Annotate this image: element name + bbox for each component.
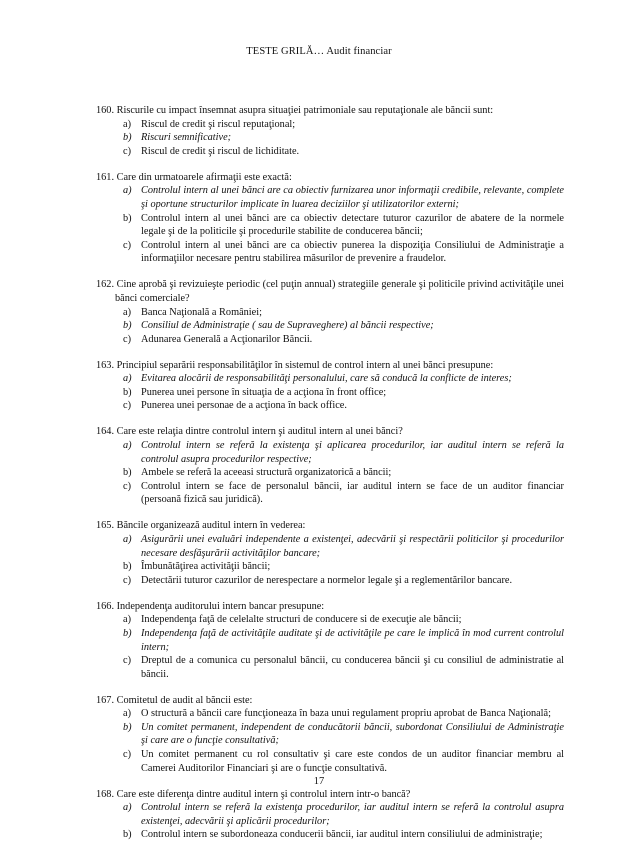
answer-option (96, 118, 564, 132)
option-text: O structură a băncii care funcţioneaza în baza unui regulament propriu aprobat de Banca Naţională; (141, 708, 551, 720)
option-text: Controlul intern se face de personalul băncii, iar auditul intern se face de un auditor financiar (persoană fizică sau juridică). (141, 480, 564, 506)
answer-option (96, 721, 564, 748)
answer-option (96, 372, 564, 386)
option-text: Asigurării unei evaluări independente a existenţei, adecvării şi respectării politicilor şi procedurilor necesare desfăşurării activităţilor bancare; (141, 533, 564, 559)
option-text: Controlul intern al unei bănci are ca obiectiv detectare tuturor cazurilor de abatere de la normele legale şi de la politicile şi procedurile stabilite de conducerea băncii; (141, 212, 564, 238)
option-text: Controlul intern se referă la existenţa procedurilor, iar auditul intern se referă la controlul asupra existenţei, adecvării şi aplicării procedurilor; (141, 802, 564, 827)
question-block (96, 694, 564, 776)
page-header: TESTE GRILĂ… Audit financiar (246, 46, 392, 57)
option-text: Banca Naţională a României; (141, 306, 262, 318)
answer-option (96, 533, 564, 560)
question-block (96, 600, 564, 682)
question-block (96, 788, 564, 842)
answer-option (96, 386, 564, 400)
answer-option (96, 184, 564, 211)
option-letter: b) (123, 561, 132, 573)
answer-option (96, 654, 564, 681)
option-letter: c) (123, 655, 131, 667)
answer-option (96, 239, 564, 266)
option-text: Controlul intern se referă la existenţa şi aplicarea procedurilor, iar auditul intern se referă la controlul asupra procedurilor respective; (141, 440, 564, 465)
option-letter: a) (123, 802, 132, 814)
option-text: Îmbunătăţirea activităţii băncii; (141, 561, 271, 573)
option-letter: c) (123, 400, 131, 412)
answer-option (96, 707, 564, 721)
option-letter: c) (123, 333, 131, 345)
answer-option (96, 828, 564, 842)
answer-option (96, 574, 564, 588)
option-text: Punerea unei personae de a acţiona în back office. (141, 400, 347, 412)
answer-option (96, 333, 564, 347)
question-block (96, 519, 564, 587)
question-text: 160. Riscurile cu impact însemnat asupra situaţiei patrimoniale sau reputaţionale ale băncii sunt: (96, 105, 494, 116)
option-text: Independenţa faţă de celelalte structuri de conducere si de execuţie ale băncii; (141, 614, 462, 626)
option-text: Independenţa faţă de activităţile auditate şi de activităţile pe care le implică în mod current controlul intern; (141, 627, 564, 653)
option-letter: b) (123, 320, 132, 332)
option-letter: a) (123, 708, 131, 720)
question-block (96, 425, 564, 507)
option-letter: b) (123, 627, 132, 639)
option-letter: b) (123, 829, 132, 841)
option-letter: c) (123, 480, 131, 492)
question-text: 162. Cine aprobă şi revizuieşte periodic (cel puţin annual) strategiile generale şi politicile privind activităţile unei bănci comerciale? (96, 279, 564, 304)
answer-option (96, 306, 564, 320)
option-letter: a) (123, 185, 132, 197)
option-letter: c) (123, 574, 131, 586)
question-text: 167. Comitetul de audit al băncii este: (96, 694, 253, 706)
option-letter: b) (123, 467, 132, 479)
option-text: Dreptul de a comunica cu personalul băncii, cu conducerea băncii şi cu consiliul de administratie al băncii. (141, 655, 564, 680)
option-text: Adunarea Generală a Acţionarilor Băncii. (141, 333, 313, 345)
option-letter: a) (123, 440, 132, 452)
option-text: Un comitet permanent cu rol consultativ şi care este condos de un auditor financiar membru al Camerei Auditorilor Financiari şi are o funcţie consultativă. (141, 749, 564, 774)
option-letter: b) (123, 132, 132, 144)
page-number: 17 (313, 776, 325, 787)
question-text: 166. Independenţa auditorului intern bancar presupune: (96, 600, 325, 612)
option-letter: a) (123, 306, 131, 318)
option-text: Riscuri semnificative; (141, 132, 232, 144)
option-text: Evitarea alocării de responsabilităţi personalului, care să conducă la conflicte de interes; (141, 373, 512, 385)
answer-option (96, 145, 564, 159)
option-letter: c) (123, 239, 131, 251)
question-text: 164. Care este relaţia dintre controlul intern şi auditul intern al unei bănci? (96, 426, 403, 438)
answer-option (96, 560, 564, 574)
option-text: Controlul intern al unei bănci are ca obiectiv punerea la dispoziţia Consiliului de Administraţie a informaţiilor necesare pentru stabilirea măsurilor de prevenire a fraudelor. (141, 239, 564, 265)
answer-option (96, 319, 564, 333)
option-letter: a) (123, 373, 132, 385)
question-block (96, 171, 564, 266)
option-text: Controlul intern se subordoneaza conducerii băncii, iar auditul intern consiliului de administraţie; (141, 829, 543, 841)
option-letter: a) (123, 118, 131, 130)
answer-option (96, 131, 564, 145)
question-text: 165. Băncile organizează auditul intern în vederea: (96, 520, 306, 532)
answer-option (96, 748, 564, 775)
answer-option (96, 439, 564, 466)
option-text: Un comitet permanent, independent de conducătorii băncii, subordonat Consiliului de Administraţie şi care are o funcţie consultativă; (141, 721, 564, 747)
answer-option (96, 466, 564, 480)
answer-option (96, 801, 564, 828)
option-letter: a) (123, 614, 131, 626)
option-text: Riscul de credit şi riscul de lichiditate. (141, 145, 300, 157)
question-block (96, 104, 564, 158)
answer-option (96, 212, 564, 239)
option-text: Controlul intern al unei bănci are ca obiectiv furnizarea unor informaţii credibile, relevante, complete şi oportune structurilor implicate în luarea deciziilor şi utilizatorilor externi; (141, 185, 564, 210)
questions-list (96, 104, 564, 854)
question-block (96, 359, 564, 413)
answer-option (96, 613, 564, 627)
option-text: Riscul de credit şi riscul reputaţional; (141, 118, 296, 130)
answer-option (96, 399, 564, 413)
question-block (96, 278, 564, 346)
option-letter: c) (123, 145, 131, 157)
answer-option (96, 480, 564, 507)
option-letter: b) (123, 721, 132, 733)
option-letter: b) (123, 212, 132, 224)
option-text: Punerea unei persone în situaţia de a acţiona în front office; (141, 386, 387, 398)
option-letter: b) (123, 386, 132, 398)
question-text: 163. Principiul separării responsabilităţilor în sistemul de control intern al unei bănci presupune: (96, 359, 494, 371)
option-letter: a) (123, 533, 132, 545)
option-text: Detectării tuturor cazurilor de nerespectare a normelor legale şi a reglementărilor bancare. (141, 574, 513, 586)
question-text: 168. Care este diferenţa dintre auditul intern şi controlul intern intr-o bancă? (96, 788, 411, 800)
answer-option (96, 627, 564, 654)
option-text: Ambele se referă la aceeasi structură organizatorică a băncii; (141, 467, 392, 479)
question-text: 161. Care din urmatoarele afirmaţii este exactă: (96, 171, 292, 183)
option-text: Consiliul de Administraţie ( sau de Supraveghere) al băncii respective; (141, 320, 434, 332)
option-letter: c) (123, 749, 131, 761)
